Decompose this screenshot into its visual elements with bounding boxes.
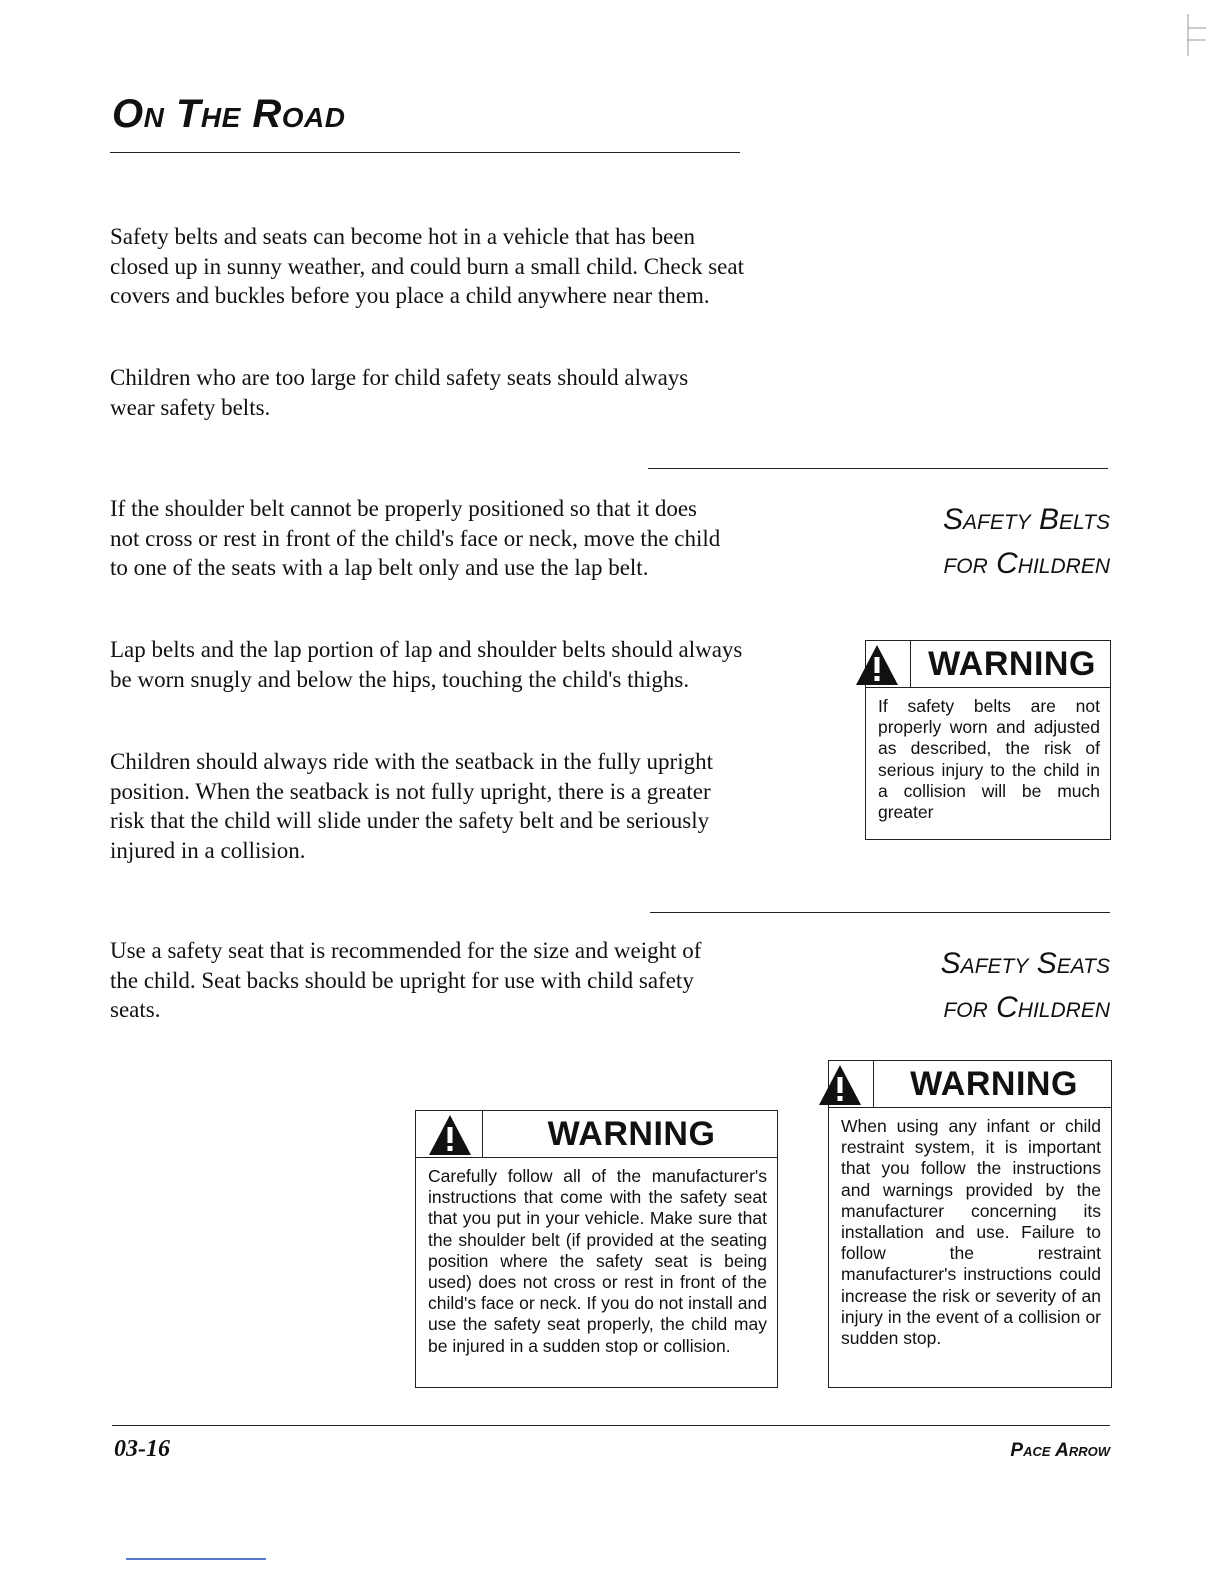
warning-header [866, 641, 1110, 688]
safety-seats-warning-box-right [828, 1060, 1112, 1388]
safety-seats-heading-line2: for Children [943, 991, 1110, 1024]
scan-edge-mark [1186, 10, 1208, 60]
warning-triangle-icon [817, 1063, 863, 1107]
warning-title: WARNING [910, 1065, 1078, 1103]
product-name: Pace Arrow [1010, 1440, 1110, 1461]
warning-text: If safety belts are not properly worn and adjusted as described, the risk of serious injury to the child in a collision will be much greater [878, 696, 1100, 823]
safety-belts-warning-box [865, 640, 1111, 840]
title-rule [110, 152, 740, 153]
warning-title: WARNING [928, 645, 1096, 683]
intro-paragraph-1: Safety belts and seats can become hot in a vehicle that has been closed up in sunny weather, and could burn a small child. Check seat covers and buckles before you place a child anywhere near them. [110, 224, 744, 308]
chapter-title: On The Road [112, 92, 346, 136]
footer-rule [112, 1425, 1110, 1426]
safety-belts-paragraph-1: If the shoulder belt cannot be properly positioned so that it does not cross or rest in front of the child's face or neck, move the child to one of the seats with a lap belt only and use the lap belt. [110, 496, 721, 580]
warning-text: When using any infant or child restraint system, it is important that you follow the instructions and warnings provided by the manufacturer concerning its installation and use. Failure to follow the restraint manufacturer's instructions could increase the risk or severity of an injury in the event of a collision or sudden stop. [841, 1116, 1101, 1349]
safety-seats-warning-box-center [415, 1110, 778, 1388]
section-rule-safety-belts [648, 468, 1108, 469]
warning-text: Carefully follow all of the manufacturer's instructions that come with the safety seat that you put in your vehicle. Make sure that the shoulder belt (if provided at the seating position where the safety seat is being used) does not cross or rest in front of the child's face or neck. If you do not install and use the safety seat properly, the child may be injured in a sudden stop or collision. [428, 1166, 767, 1356]
warning-header-divider [873, 1061, 874, 1107]
safety-belts-heading-line2: for Children [943, 547, 1110, 580]
bottom-edge-line [126, 1558, 266, 1560]
safety-seats-heading-line1: Safety Seats [940, 947, 1110, 980]
intro-paragraph-2: Children who are too large for child safety seats should always wear safety belts. [110, 365, 689, 420]
safety-belts-paragraph-2: Lap belts and the lap portion of lap and shoulder belts should always be worn snugly and below the hips, touching the child's thighs. [110, 637, 743, 692]
warning-header-divider [910, 641, 911, 687]
warning-header-divider [482, 1111, 483, 1157]
warning-title: WARNING [547, 1115, 716, 1153]
section-rule-safety-seats [650, 912, 1110, 913]
warning-header [416, 1111, 777, 1158]
warning-triangle-icon [854, 643, 900, 687]
safety-seats-heading [941, 942, 1110, 1030]
safety-seats-paragraph-1: Use a safety seat that is recommended for the size and weight of the child. Seat backs should be upright for use with child safety seats. [110, 938, 702, 1022]
warning-header [829, 1061, 1111, 1108]
safety-belts-heading [943, 498, 1110, 586]
safety-belts-heading-line1: Safety Belts [943, 503, 1110, 536]
safety-belts-paragraph-3: Children should always ride with the seatback in the fully upright position. When the seatback is not fully upright, there is a greater risk that the child will slide under the safety belt and be seriously injured in a collision. [110, 749, 713, 863]
warning-triangle-icon [424, 1113, 476, 1157]
page-number: 03-16 [114, 1436, 170, 1462]
